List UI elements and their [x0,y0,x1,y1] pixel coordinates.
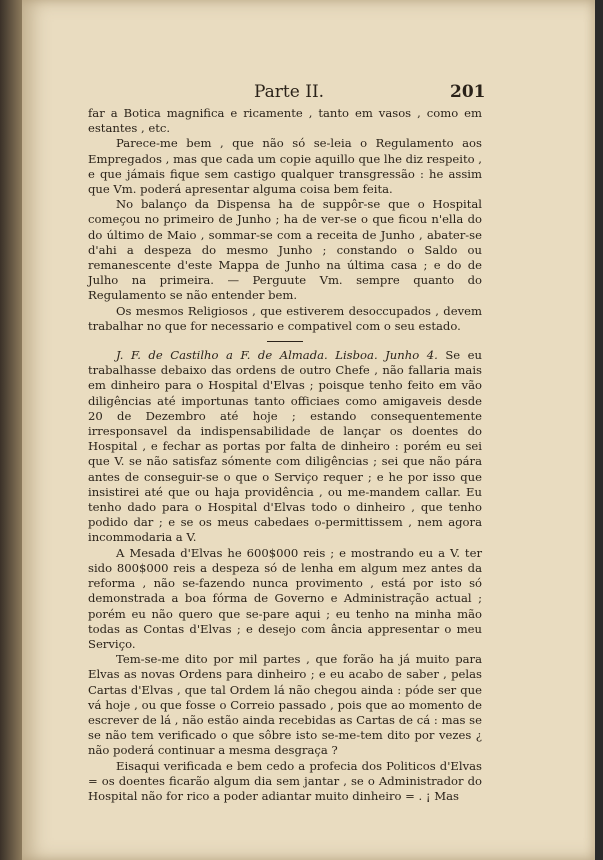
letter-paragraph: Tem-se-me dito por mil partes , que forão ha já muito para Elvas as novas Ordens para dinheiro ; e eu acabo de saber , pelas Cartas d'Elvas , que tal Ordem lá não chegou ainda : póde ser que vá hoje , ou que fosse o Correio passado , pois que ao momento de escrever de lá , não estão ainda recebidas as Cartas de cá : mas se se não tem verificado o que sôbre isto se-me-tem dito por vezes ¿ não poderá continuar a mesma desgraça ? [88,652,482,758]
letter-paragraph: A Mesada d'Elvas he 600$000 reis ; e mostrando eu a V. ter sido 800$000 reis a despeza só de lenha em algum mez antes da reforma , não se-fazendo nunca provimento , está por isto só demonstrada a boa fórma de Governo e Administração actual ; porém eu não quero que se-pare aqui ; eu tenho na minha mão todas as Contas d'Elvas ; e desejo com ância appresentar o meu Serviço. [88,545,482,651]
book-page [22,0,595,860]
page-number: 201 [450,82,486,102]
book-gutter [0,0,22,860]
paragraph: No balanço da Dispensa ha de suppôr-se que o Hospital começou no primeiro de Junho ; ha de ver-se o que ficou n'ella do do último de Maio , sommar-se com a receita de Junho , abater-se d'ahi a despeza do mesmo Junho ; constando o Saldo ou remanescente d'este Mappa de Junho na última casa ; e do de Julho na primeira. — Perguute Vm. sempre quanto do Regulamento se não entender bem. [88,197,482,303]
letter-paragraph: Eisaqui verificada e bem cedo a profecia dos Politicos d'Elvas = os doentes ficarão algum dia sem jantar , se o Administrador do Hospital não for rico a poder adiantar muito dinheiro = . ¡ Mas [88,758,482,803]
paragraph: Parece-me bem , que não só se-leia o Regulamento aos Empregados , mas que cada um copie aquillo que lhe diz respeito , e que jámais fique sem castigo qualquer transgressão : he assim que Vm. poderá apresentar alguma coisa bem feita. [88,136,482,197]
section-divider [267,341,303,342]
letter-heading: J. F. de Castilho a F. de Almada. Lisboa. Junho 4. [116,348,438,363]
running-title: Parte II. [254,82,325,102]
paragraph: Os mesmos Religiosos , que estiverem desoccupados , devem trabalhar no que for necessario e compativel com o seu estado. [88,303,482,333]
running-header [22,82,595,106]
page-body [88,106,482,804]
letter-opening-paragraph [88,348,482,546]
letter-opening-text: Se eu trabalhasse debaixo das ordens de outro Chefe , não fallaria mais em dinheiro para o Hospital d'Elvas ; poisque tenho feito em vão diligências até importunas tanto officiaes como amigaveis desde 20 de Dezembro até hoje ; estando consequentemente irresponsavel da indispensabilidade de lançar os doentes do Hospital , e fechar as portas por falta de dinheiro : porém eu sei que V. se não satisfaz sómente com diligências ; sei que não pára antes de conseguir-se o que o Serviço requer ; e he por isso que insistirei até que ou haja providência , ou me-mandem callar. Eu tenho dado para o Hospital d'Elvas todo o dinheiro , que tenho podido dar ; e se os meus cabedaes o-permittissem , nem agora incommodaria a V. [88,348,482,545]
paragraph: far a Botica magnifica e ricamente , tanto em vasos , como em estantes , etc. [88,106,482,136]
